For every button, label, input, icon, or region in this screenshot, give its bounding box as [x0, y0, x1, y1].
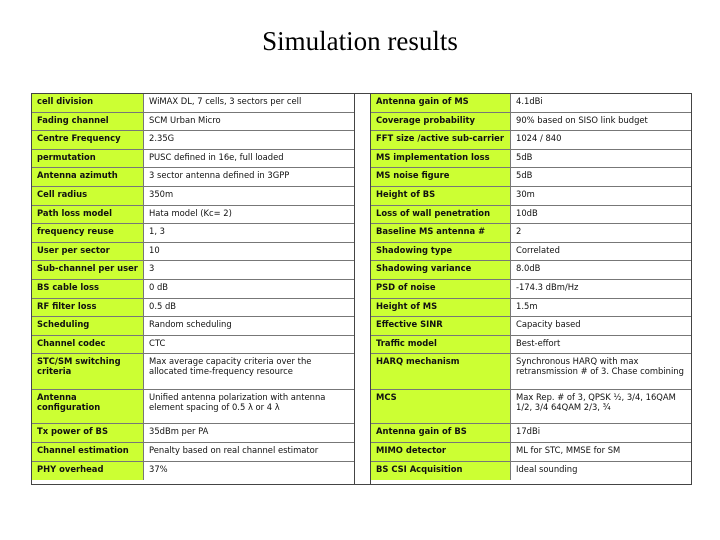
parameter-table-left	[32, 94, 354, 484]
table-row	[32, 187, 354, 206]
table-row	[32, 261, 354, 280]
table-row	[371, 280, 691, 299]
parameter-table-right	[371, 94, 691, 484]
table-row	[32, 113, 354, 132]
parameter-value: 10dB	[511, 206, 691, 224]
parameter-label: Antenna gain of BS	[371, 424, 511, 442]
parameter-value: 4.1dBi	[511, 94, 691, 112]
parameter-value: 5dB	[511, 150, 691, 168]
parameter-value: 3	[144, 261, 354, 279]
parameter-label: PHY overhead	[32, 462, 144, 481]
parameter-value: Unified antenna polarization with antenna element spacing of 0.5 λ or 4 λ	[144, 390, 354, 423]
table-row	[371, 317, 691, 336]
parameter-label: Antenna configuration	[32, 390, 144, 423]
parameter-label: Cell radius	[32, 187, 144, 205]
parameter-value: Ideal sounding	[511, 462, 691, 481]
parameter-value: 1, 3	[144, 224, 354, 242]
parameter-label: MS implementation loss	[371, 150, 511, 168]
parameter-value: SCM Urban Micro	[144, 113, 354, 131]
table-row	[32, 336, 354, 355]
table-row	[32, 443, 354, 462]
parameter-value: Correlated	[511, 243, 691, 261]
parameter-value: 30m	[511, 187, 691, 205]
parameter-label: PSD of noise	[371, 280, 511, 298]
parameter-label: Tx power of BS	[32, 424, 144, 442]
table-row	[32, 390, 354, 424]
slide-title: Simulation results	[262, 26, 458, 56]
table-row	[371, 187, 691, 206]
table-row	[32, 424, 354, 443]
table-row	[371, 94, 691, 113]
parameter-label: Channel estimation	[32, 443, 144, 461]
table-row	[32, 243, 354, 262]
parameter-value: Hata model (Kc= 2)	[144, 206, 354, 224]
parameter-value: Max average capacity criteria over the allocated time-frequency resource	[144, 354, 354, 389]
parameter-label: Shadowing variance	[371, 261, 511, 279]
table-row	[371, 131, 691, 150]
table-row	[371, 150, 691, 169]
parameter-label: Loss of wall penetration	[371, 206, 511, 224]
parameter-label: Height of MS	[371, 299, 511, 317]
table-row	[371, 443, 691, 462]
table-row	[371, 243, 691, 262]
table-row	[32, 168, 354, 187]
parameter-value: 2.35G	[144, 131, 354, 149]
parameter-value: 350m	[144, 187, 354, 205]
parameter-value: PUSC defined in 16e, full loaded	[144, 150, 354, 168]
parameter-label: Antenna azimuth	[32, 168, 144, 186]
parameter-value: CTC	[144, 336, 354, 354]
table-row	[32, 206, 354, 225]
parameter-value: 35dBm per PA	[144, 424, 354, 442]
table-row	[32, 354, 354, 390]
parameter-label: Shadowing type	[371, 243, 511, 261]
parameter-table	[31, 93, 692, 485]
parameter-value: 2	[511, 224, 691, 242]
parameter-label: permutation	[32, 150, 144, 168]
parameter-label: frequency reuse	[32, 224, 144, 242]
parameter-value: ML for STC, MMSE for SM	[511, 443, 691, 461]
parameter-label: BS CSI Acquisition	[371, 462, 511, 481]
table-row	[32, 224, 354, 243]
parameter-label: Antenna gain of MS	[371, 94, 511, 112]
table-row	[371, 299, 691, 318]
parameter-label: BS cable loss	[32, 280, 144, 298]
parameter-value: 8.0dB	[511, 261, 691, 279]
parameter-value: Best-effort	[511, 336, 691, 354]
parameter-value: 0.5 dB	[144, 299, 354, 317]
parameter-value: Synchronous HARQ with max retransmission # of 3. Chase combining	[511, 354, 691, 389]
column-separator	[354, 94, 371, 484]
parameter-label: STC/SM switching criteria	[32, 354, 144, 389]
table-row	[371, 261, 691, 280]
parameter-value: 10	[144, 243, 354, 261]
parameter-label: Centre Frequency	[32, 131, 144, 149]
parameter-value: Penalty based on real channel estimator	[144, 443, 354, 461]
parameter-label: Scheduling	[32, 317, 144, 335]
table-row	[32, 299, 354, 318]
parameter-value: Random scheduling	[144, 317, 354, 335]
parameter-label: Traffic model	[371, 336, 511, 354]
table-row	[371, 206, 691, 225]
parameter-label: Channel codec	[32, 336, 144, 354]
parameter-value: WiMAX DL, 7 cells, 3 sectors per cell	[144, 94, 354, 112]
parameter-value: 1.5m	[511, 299, 691, 317]
table-row	[32, 462, 354, 481]
table-row	[371, 336, 691, 355]
parameter-label: MIMO detector	[371, 443, 511, 461]
parameter-value: 90% based on SISO link budget	[511, 113, 691, 131]
parameter-value: Capacity based	[511, 317, 691, 335]
table-row	[32, 94, 354, 113]
parameter-value: 17dBi	[511, 424, 691, 442]
parameter-value: 0 dB	[144, 280, 354, 298]
parameter-label: FFT size /active sub-carrier	[371, 131, 511, 149]
table-row	[32, 317, 354, 336]
table-row	[32, 280, 354, 299]
parameter-label: Baseline MS antenna #	[371, 224, 511, 242]
parameter-value: 1024 / 840	[511, 131, 691, 149]
table-row	[371, 390, 691, 424]
parameter-label: MS noise figure	[371, 168, 511, 186]
parameter-label: Effective SINR	[371, 317, 511, 335]
parameter-label: RF filter loss	[32, 299, 144, 317]
parameter-value: Max Rep. # of 3, QPSK ½, 3/4, 16QAM 1/2, 3/4 64QAM 2/3, ¾	[511, 390, 691, 423]
table-row	[371, 462, 691, 481]
parameter-label: Fading channel	[32, 113, 144, 131]
table-row	[371, 113, 691, 132]
parameter-label: HARQ mechanism	[371, 354, 511, 389]
parameter-value: -174.3 dBm/Hz	[511, 280, 691, 298]
parameter-value: 37%	[144, 462, 354, 481]
parameter-label: Path loss model	[32, 206, 144, 224]
parameter-label: MCS	[371, 390, 511, 423]
table-row	[32, 131, 354, 150]
parameter-value: 5dB	[511, 168, 691, 186]
table-row	[32, 150, 354, 169]
table-row	[371, 354, 691, 390]
parameter-label: Height of BS	[371, 187, 511, 205]
table-row	[371, 424, 691, 443]
parameter-label: User per sector	[32, 243, 144, 261]
parameter-label: Coverage probability	[371, 113, 511, 131]
table-row	[371, 168, 691, 187]
table-row	[371, 224, 691, 243]
parameter-label: cell division	[32, 94, 144, 112]
parameter-label: Sub-channel per user	[32, 261, 144, 279]
parameter-value: 3 sector antenna defined in 3GPP	[144, 168, 354, 186]
